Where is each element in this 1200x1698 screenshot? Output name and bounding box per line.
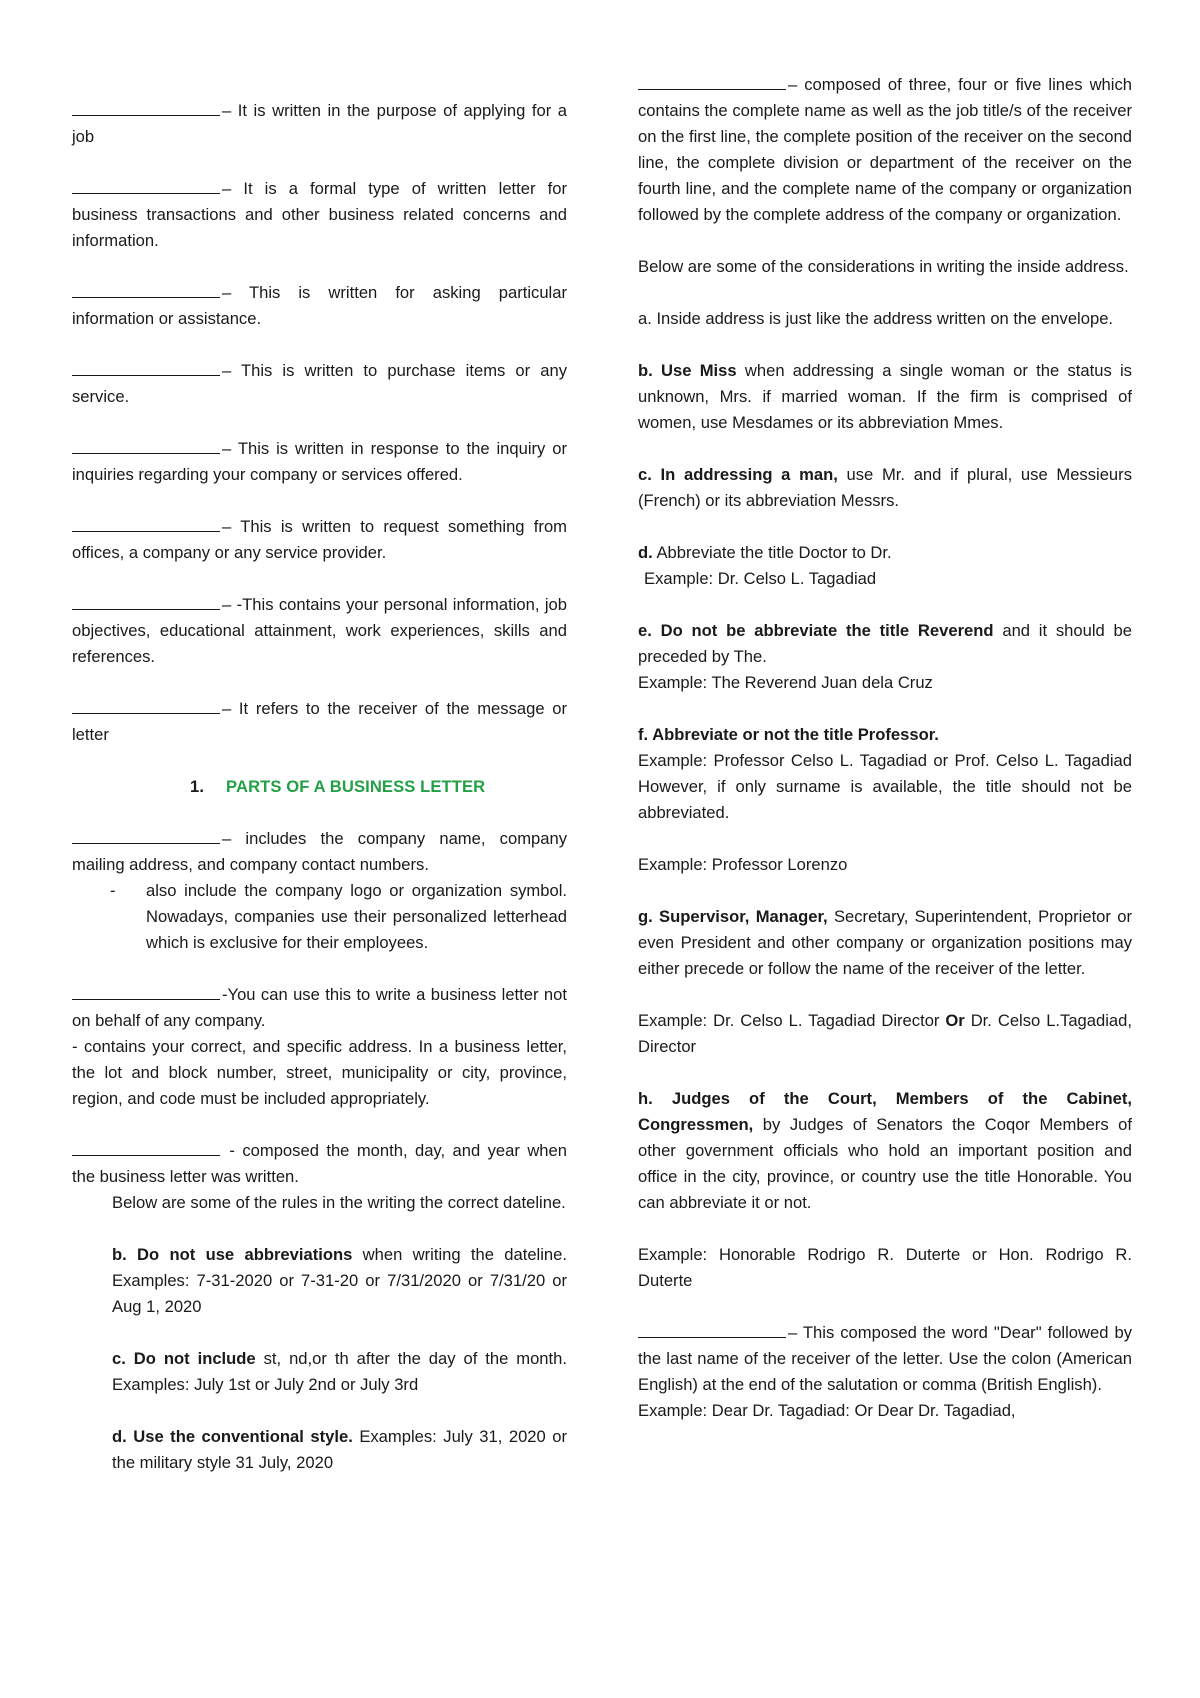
answer-blank [72, 281, 220, 298]
dateline-rules-intro: Below are some of the rules in the writing the correct dateline. [112, 1193, 566, 1212]
consideration-a: a. Inside address is just like the address written on the envelope. [638, 309, 1114, 328]
definition-item: – This is written for asking particular information or assistance. [72, 283, 567, 328]
consideration-d-example: Example: Dr. Celso L. Tagadiad [644, 569, 877, 588]
answer-blank [72, 983, 220, 1000]
answer-blank [638, 73, 786, 90]
definition-item: – It refers to the receiver of the message or letter [72, 699, 567, 744]
answer-blank [638, 1321, 786, 1338]
consideration-f-text: Example: Professor Celso L. Tagadiad or Prof. Celso L. Tagadiad However, if only surname is available, the title should not be abbreviated. [638, 751, 1132, 822]
definition-item: – This is written to request something from offices, a company or any service provider. [72, 517, 567, 562]
dateline-rule-b: b. Do not use abbreviations when writing the dateline. Examples: 7-31-2020 or 7-31-20 or 7/31/2020 or 7/31/20 or Aug 1, 2020 [112, 1245, 567, 1316]
answer-blank [72, 437, 220, 454]
answer-blank [72, 99, 220, 116]
consideration-h: h. Judges of the Court, Members of the Cabinet, Congressmen, by Judges of Senators the Coqor Members of other government officials who hold an important position and office in the city, province, or country use the title Honorable. You can abbreviate it or not. [638, 1089, 1132, 1212]
answer-blank [72, 697, 220, 714]
dateline-definition: - composed the month, day, and year when the business letter was written. [72, 1141, 567, 1186]
definition-item: – It is written in the purpose of applying for a job [72, 101, 567, 146]
consideration-g-example: Example: Dr. Celso L. Tagadiad Director Or Dr. Celso L.Tagadiad, Director [638, 1011, 1132, 1056]
salutation-definition: – This composed the word "Dear" followed by the last name of the receiver of the letter. Use the colon (American English) at the end of the salutation or comma (British English). [638, 1323, 1132, 1394]
letterhead-subitem: - also include the company logo or organization symbol. Nowadays, companies use their personalized letterhead which is exclusive for their employees. [110, 881, 567, 952]
inside-address-definition: – composed of three, four or five lines which contains the complete name as well as the job title/s of the receiver on the first line, the complete position of the receiver on the second line, the complete division or department of the receiver on the fourth line, and the complete name of the company or organization followed by the complete address of the company or organization. [638, 75, 1132, 224]
consideration-g: g. Supervisor, Manager, Secretary, Superintendent, Proprietor or even President and other company or organization positions may either precede or follow the name of the receiver of the letter. [638, 907, 1132, 978]
consideration-f: f. Abbreviate or not the title Professor. [638, 725, 939, 744]
definition-item: – This is written in response to the inquiry or inquiries regarding your company or services offered. [72, 439, 567, 484]
return-address-definition: -You can use this to write a business letter not on behalf of any company. [72, 985, 567, 1030]
answer-blank [72, 177, 220, 194]
answer-blank [72, 827, 220, 844]
right-column [638, 72, 1132, 1424]
answer-blank [72, 359, 220, 376]
section-heading: 1. PARTS OF A BUSINESS LETTER [190, 777, 486, 796]
answer-blank [72, 593, 220, 610]
consideration-f-example: Example: Professor Lorenzo [638, 855, 848, 874]
definition-item: – It is a formal type of written letter for business transactions and other business related concerns and information. [72, 179, 567, 250]
consideration-c: c. In addressing a man, use Mr. and if plural, use Messieurs (French) or its abbreviation Messrs. [638, 465, 1132, 510]
left-column [72, 72, 567, 1476]
definition-item: – This is written to purchase items or any service. [72, 361, 567, 406]
dateline-rule-c: c. Do not include st, nd,or th after the day of the month. Examples: July 1st or July 2nd or July 3rd [112, 1349, 567, 1394]
considerations-intro: Below are some of the considerations in writing the inside address. [638, 257, 1129, 276]
definition-item: – -This contains your personal information, job objectives, educational attainment, work experiences, skills and references. [72, 595, 567, 666]
answer-blank [72, 1139, 220, 1156]
consideration-d: d. Abbreviate the title Doctor to Dr. [638, 543, 892, 562]
return-address-detail: - contains your correct, and specific address. In a business letter, the lot and block number, street, municipality or city, province, region, and code must be included appropriately. [72, 1037, 567, 1108]
consideration-e-example: Example: The Reverend Juan dela Cruz [638, 673, 933, 692]
consideration-h-example: Example: Honorable Rodrigo R. Duterte or Hon. Rodrigo R. Duterte [638, 1245, 1132, 1290]
answer-blank [72, 515, 220, 532]
letterhead-definition: – includes the company name, company mailing address, and company contact numbers. [72, 829, 567, 874]
dateline-rule-d: d. Use the conventional style. Examples: July 31, 2020 or the military style 31 July, 2020 [112, 1427, 568, 1472]
consideration-b: b. Use Miss when addressing a single woman or the status is unknown, Mrs. if married woman. If the firm is comprised of women, use Mesdames or its abbreviation Mmes. [638, 361, 1132, 432]
salutation-example: Example: Dear Dr. Tagadiad: Or Dear Dr. Tagadiad, [638, 1401, 1016, 1420]
consideration-e: e. Do not be abbreviate the title Reverend and it should be preceded by The. [638, 621, 1132, 666]
